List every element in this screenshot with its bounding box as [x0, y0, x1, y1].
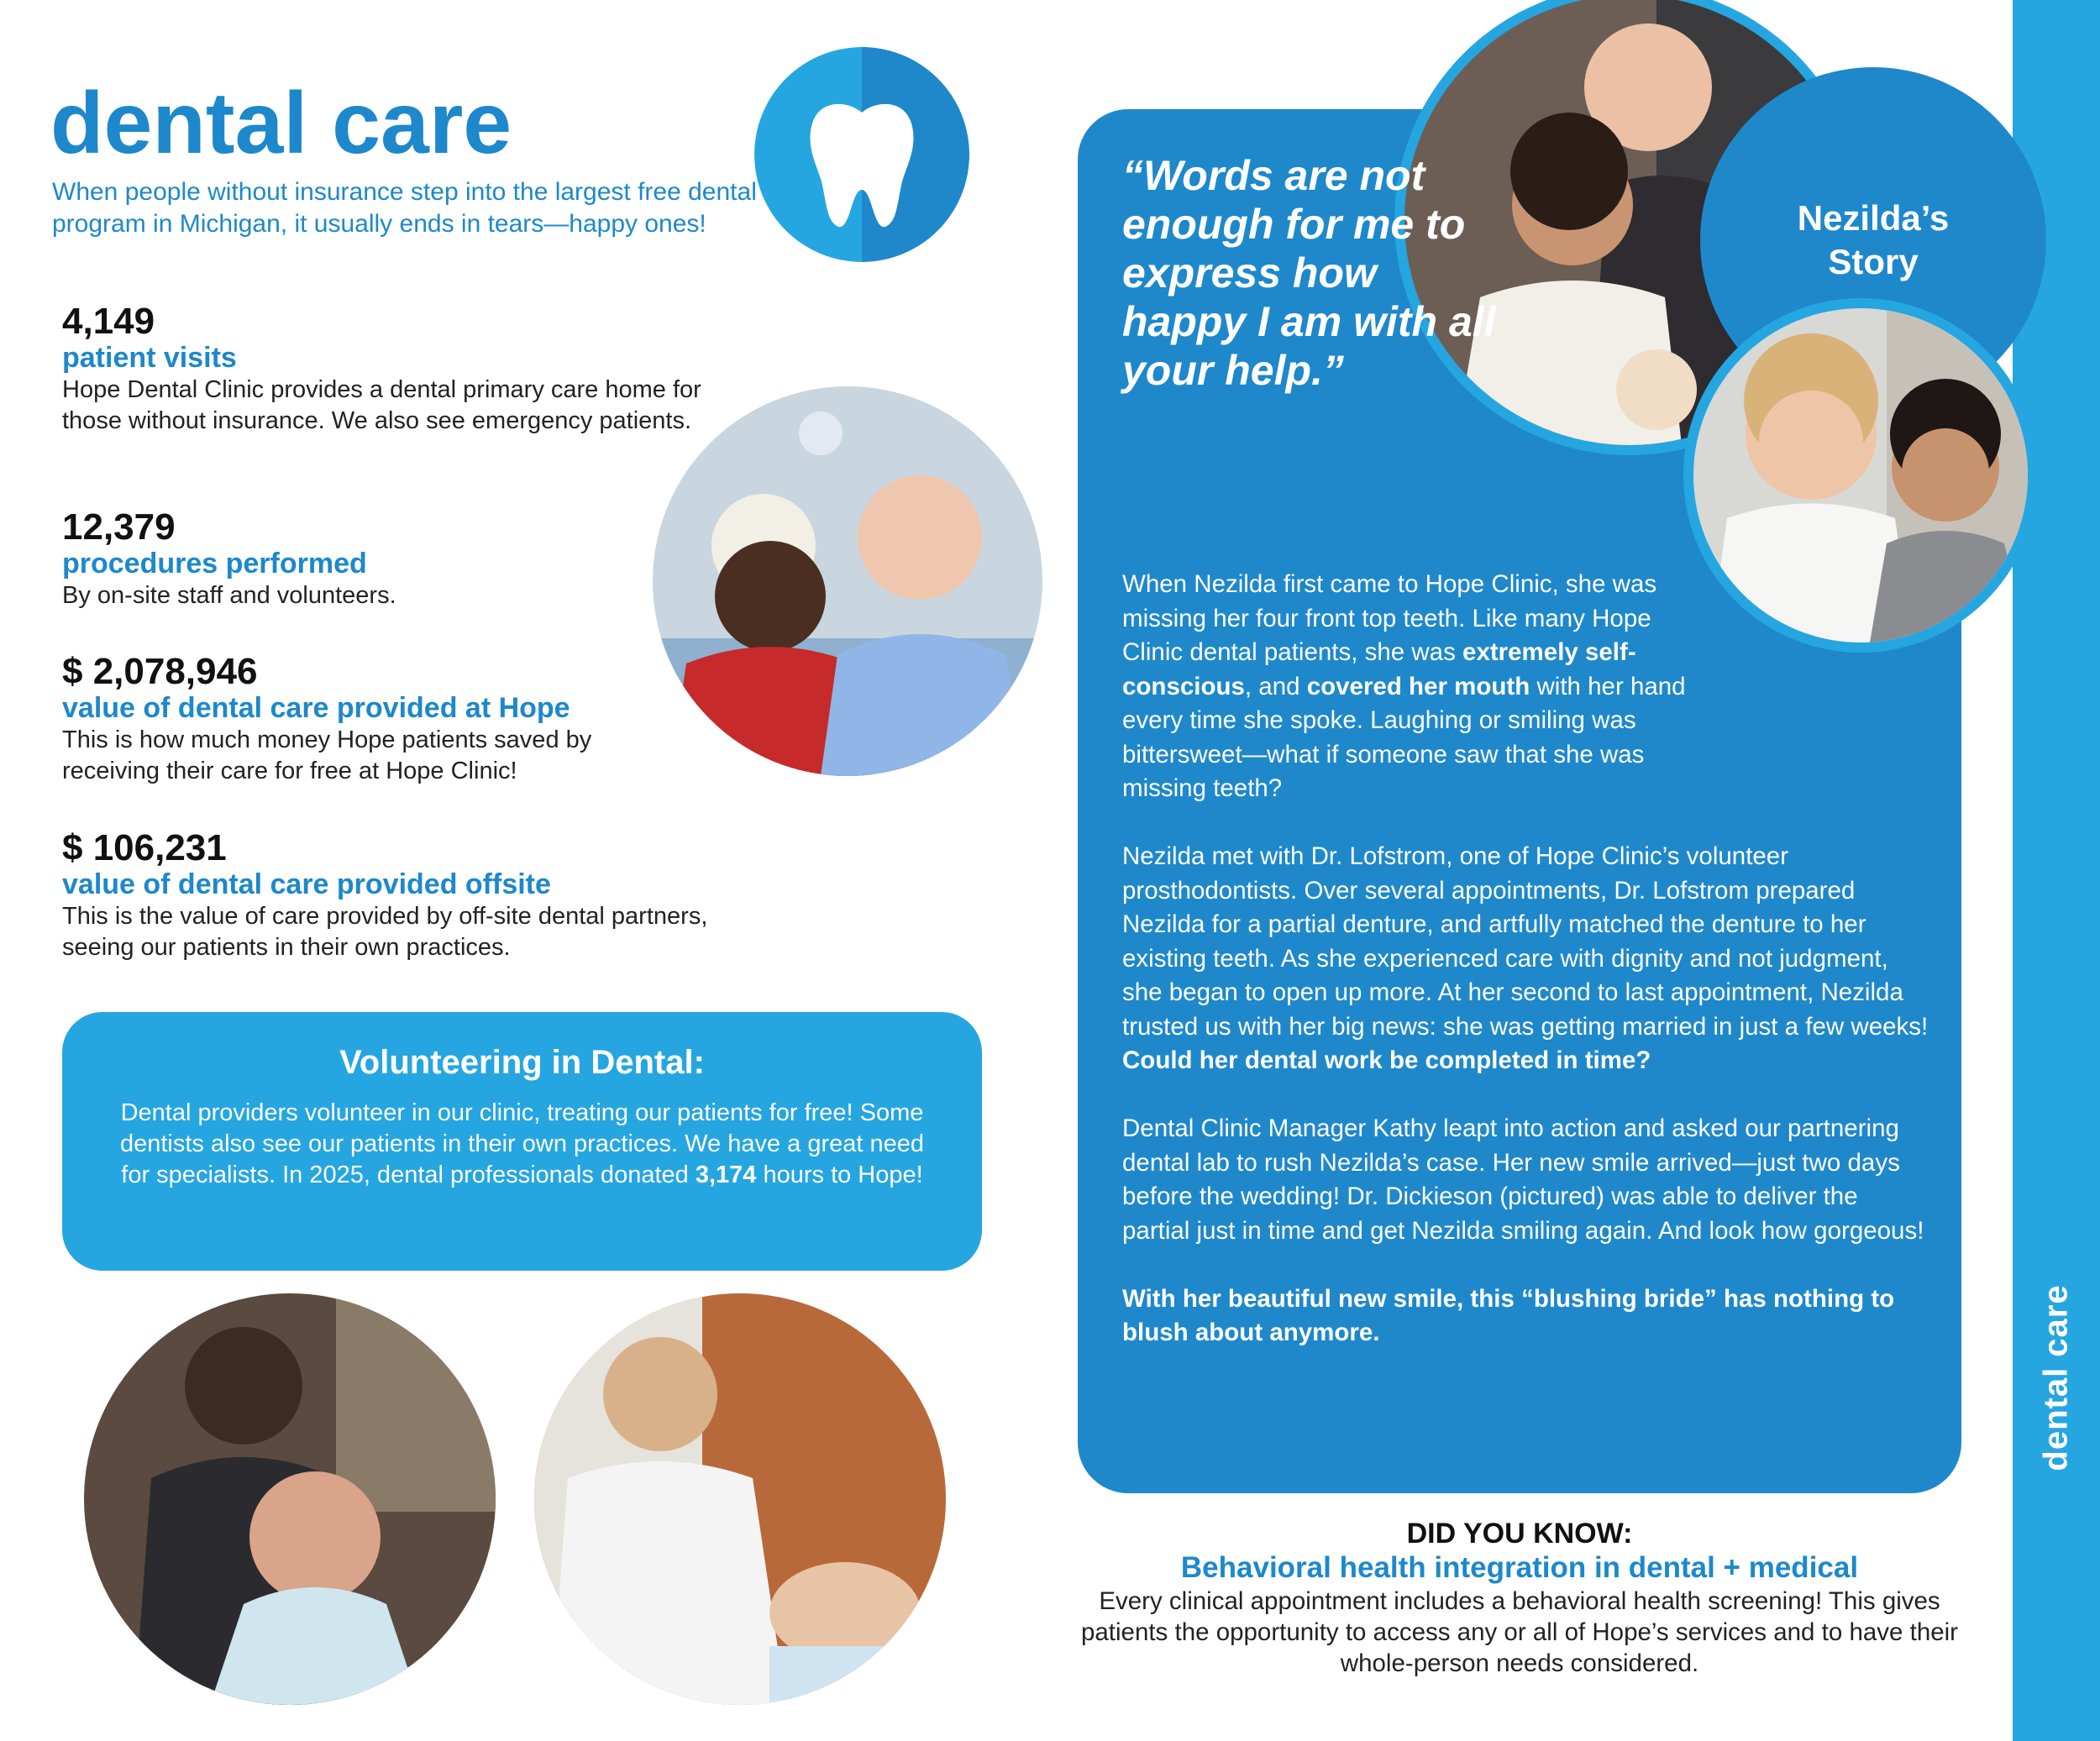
story-quote: “Words are not enough for me to express how happy I am with all your help.” — [1122, 152, 1496, 394]
stat-description: Hope Dental Clinic provides a dental primary care home for those without insurance. We also see emergency patients. — [62, 376, 701, 434]
volunteer-hours: 3,174 — [695, 1162, 757, 1188]
photo-dentist-at-work — [534, 1293, 946, 1705]
stat-value-offsite — [62, 829, 751, 963]
stat-procedures — [62, 508, 751, 611]
page-title: dental care — [50, 75, 512, 172]
photo-dentist-with-patient — [84, 1293, 496, 1705]
stat-number: 12,379 — [62, 506, 176, 548]
volunteer-body: Dental providers volunteer in our clinic, treating our patients for free! Some dentists also see our patients in their own practices. We have a great need for specialists. In 2025, dental professionals donated 3,174 hours to Hope! — [119, 1099, 924, 1188]
stat-number: 4,149 — [62, 301, 155, 342]
stat-description: By on-site staff and volunteers. — [62, 582, 396, 609]
stat-description: This is how much money Hope patients saved by receiving their care for free at Hope Clinic! — [62, 726, 592, 784]
did-you-know-title: DID YOU KNOW: — [1406, 1518, 1633, 1550]
story-badge-line1: Nezilda’s — [1797, 198, 1950, 238]
did-you-know-subtitle: Behavioral health integration in dental + medical — [1180, 1551, 1859, 1584]
volunteer-title: Volunteering in Dental: — [339, 1044, 705, 1081]
photo-patient-and-volunteer — [653, 386, 1042, 776]
stat-value-at-hope — [62, 653, 751, 787]
stat-number: $ 106,231 — [62, 827, 227, 868]
stat-label: patient visits — [62, 342, 237, 374]
volunteer-box — [62, 1012, 982, 1271]
stat-label: value of dental care provided at Hope — [62, 692, 570, 724]
side-label: dental care — [2037, 1283, 2075, 1471]
story-paragraph-3: Dental Clinic Manager Kathy leapt into action and asked our partnering dental lab to rush Nezilda’s case. Her new smile arrived—just two days before the wedding! Dr. Dickieson (pictured) was able to deliver the partial just in time and get Nezilda smiling again. And look how gorgeous! — [1122, 1114, 1924, 1245]
stat-label: procedures performed — [62, 548, 367, 579]
story-paragraph-4: With her beautiful new smile, this “blushing bride” has nothing to blush about anymore. — [1122, 1284, 1895, 1346]
tooth-badge — [754, 47, 969, 262]
story-badge-line2: Story — [1828, 242, 1919, 281]
story-paragraph-1: When Nezilda first came to Hope Clinic, she was missing her four front top teeth. Like many Hope Clinic dental patients, she was extremely self-conscious, and covered her mouth with her hand every time she spoke. Laughing or smiling was bittersweet—what if someone saw that she was missing teeth? — [1122, 570, 1686, 802]
did-you-know — [1078, 1517, 1961, 1679]
stat-description: This is the value of care provided by off-site dental partners, seeing our patients in their own practices. — [62, 903, 708, 961]
did-you-know-body: Every clinical appointment includes a behavioral health screening! This gives patients the opportunity to access any or all of Hope’s services and to have their whole-person needs considered. — [1080, 1587, 1959, 1677]
story-text — [1122, 568, 1929, 1384]
story-paragraph-2: Nezilda met with Dr. Lofstrom, one of Hope Clinic’s volunteer prosthodontists. Over several appointments, Dr. Lofstrom prepared Nezilda for a partial denture, and artfully matched the denture to her existing teeth. As she experienced care with dignity and not judgment, she began to open up more. At her second to last appointment, Nezilda trusted us with her big news: she was getting married in just a few weeks! Could her dental work be completed in time? — [1122, 842, 1929, 1074]
page-subtitle: When people without insurance step into the largest free dental program in Michigan, it usually ends in tears—happy ones! — [52, 178, 757, 238]
stat-number: $ 2,078,946 — [62, 651, 258, 692]
tooth-icon — [754, 47, 969, 262]
stat-patient-visits — [62, 302, 751, 437]
stat-label: value of dental care provided offsite — [62, 868, 551, 900]
